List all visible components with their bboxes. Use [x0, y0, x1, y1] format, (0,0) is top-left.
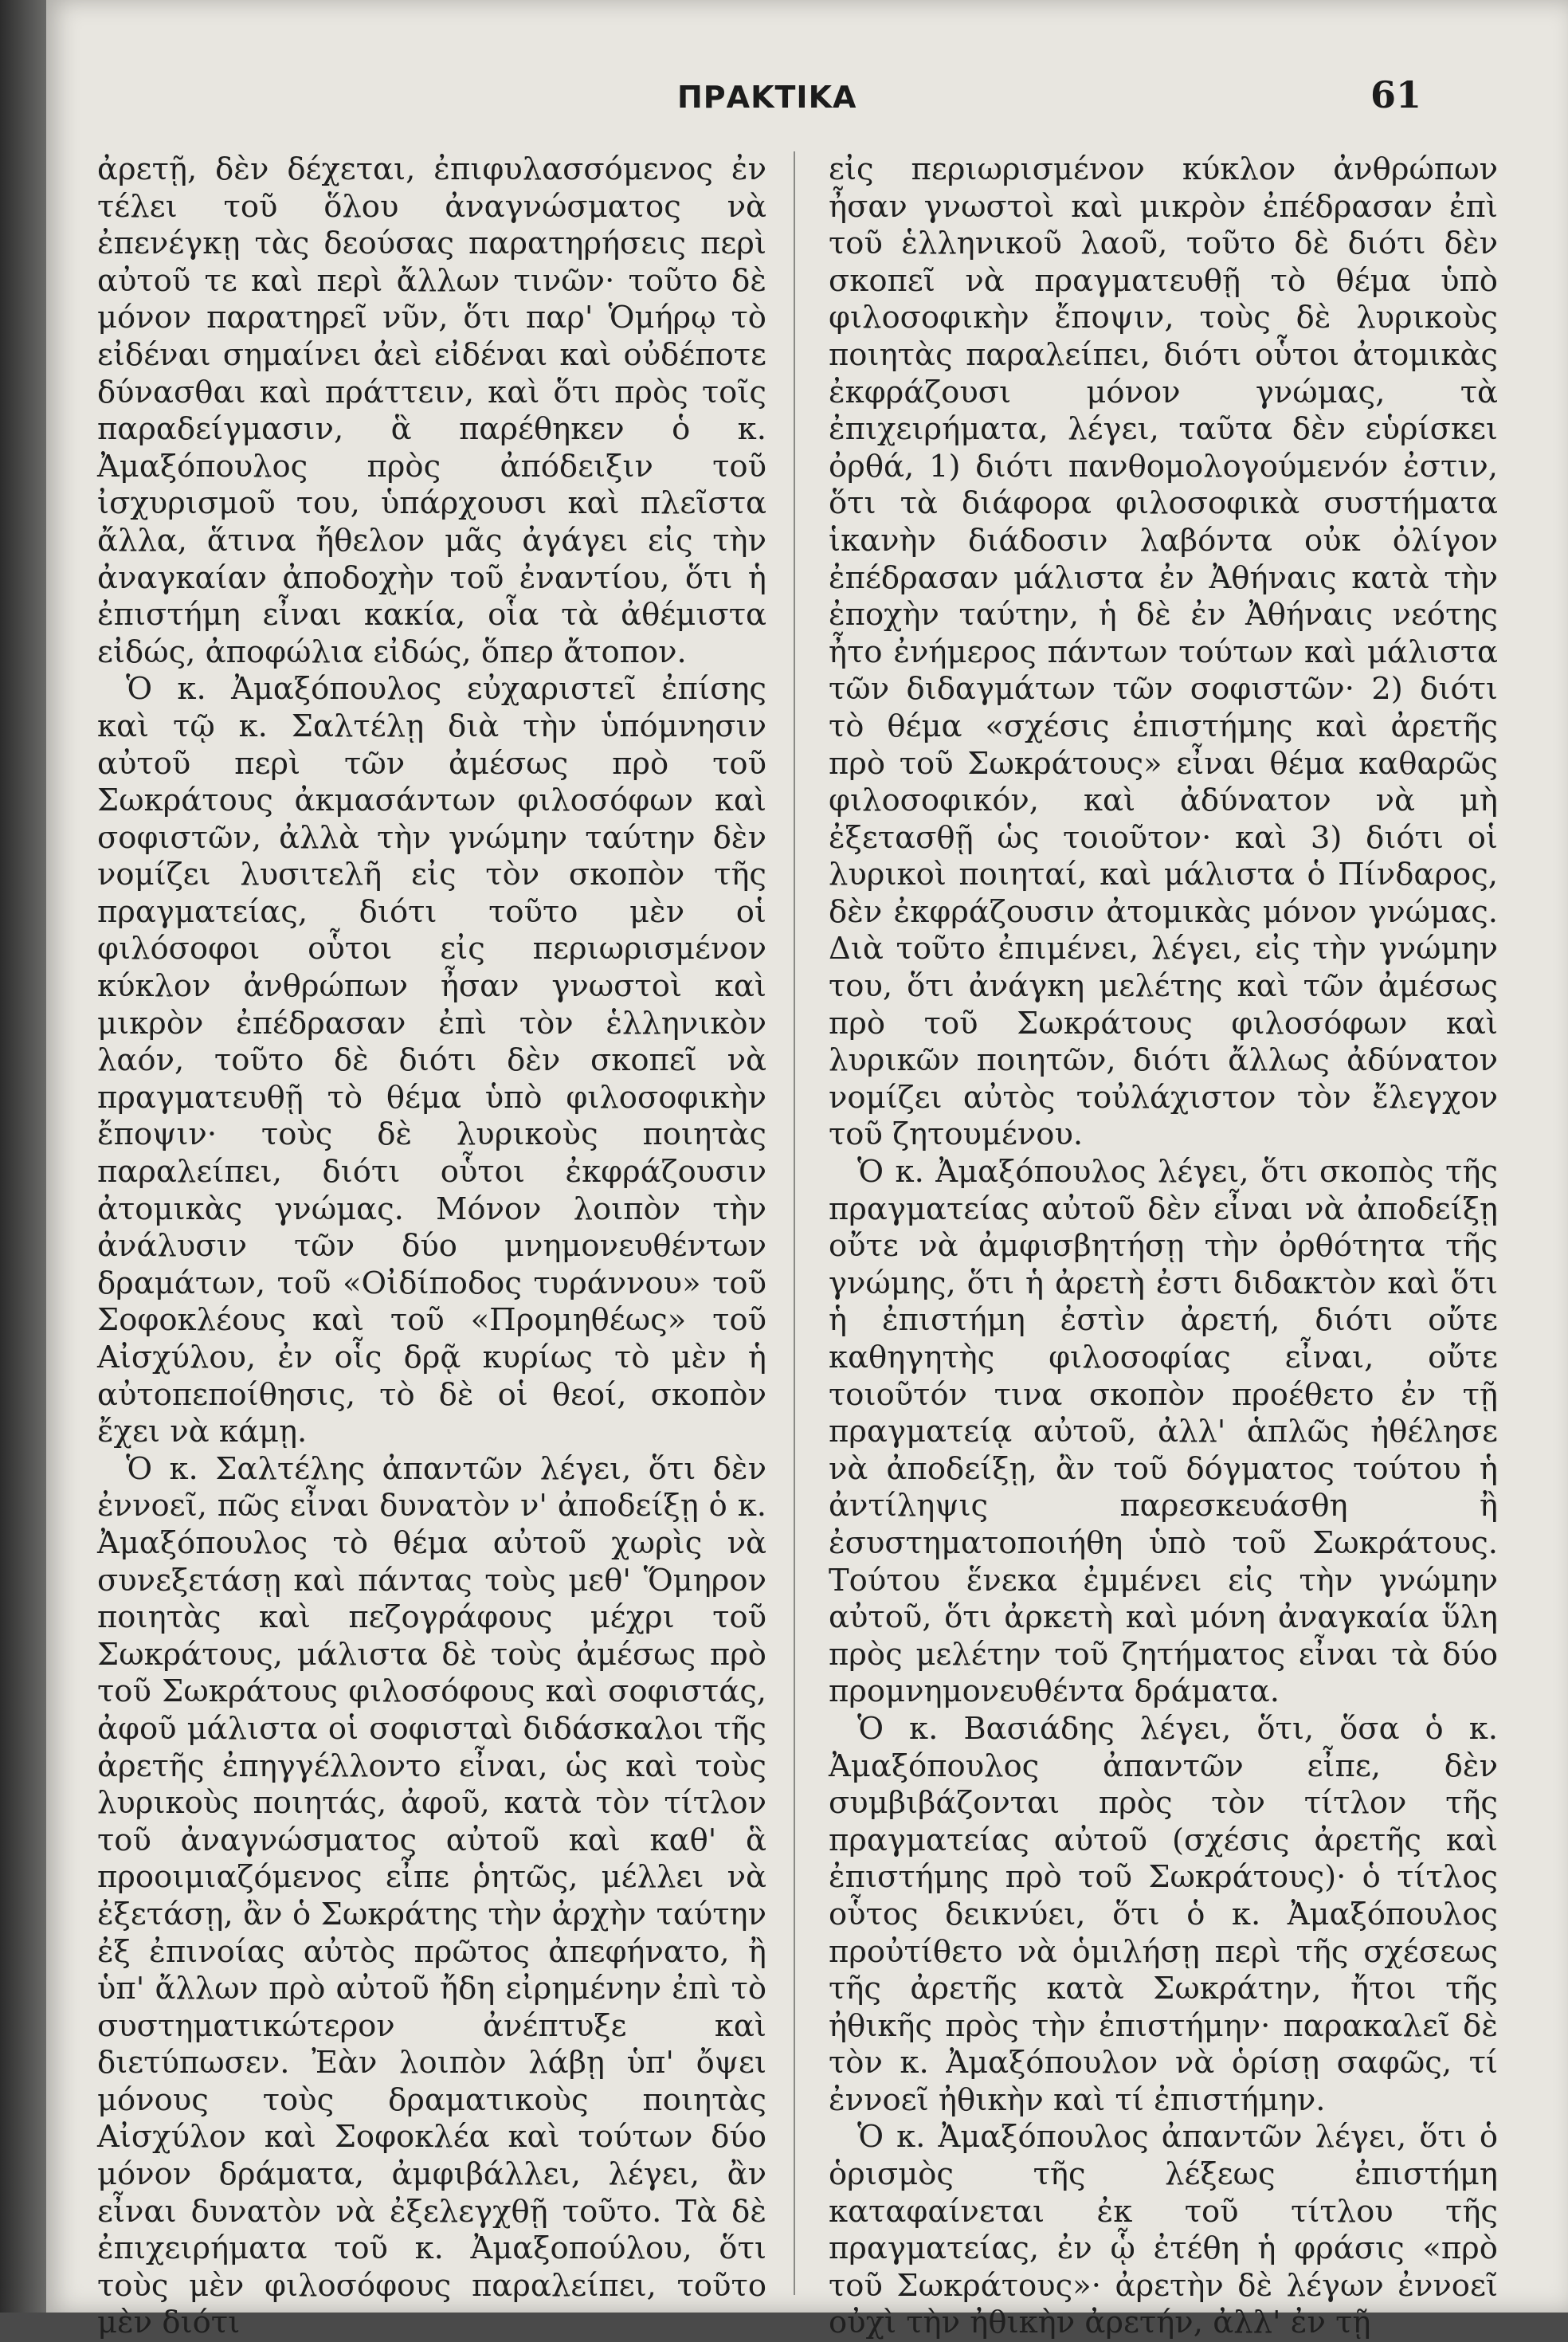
- paragraph: εἰς περιωρισμένον κύκλον ἀνθρώπων ἦσαν γνωστοὶ καὶ μικρὸν ἐπέδρασαν ἐπὶ τοῦ ἑλληνικοῦ λαοῦ, τοῦτο δὲ διότι δὲν σκοπεῖ νὰ πραγματευθῇ τὸ θέμα ὑπὸ φιλοσοφικὴν ἔποψιν, τοὺς δὲ λυρικοὺς ποιητὰς παραλείπει, διότι οὗτοι ἀτομικὰς ἐκφράζουσι μόνον γνώμας, τὰ ἐπιχειρήματα, λέγει, ταῦτα δὲν εὑρίσκει ὀρθά, 1) διότι πανθομολογούμενόν ἐστιν, ὅτι τὰ διάφορα φιλοσοφικὰ συστήματα ἱκανὴν διάδοσιν λαβόντα οὐκ ὀλίγον ἐπέδρασαν μάλιστα ἐν Ἀθήναις κατὰ τὴν ἐποχὴν ταύτην, ἡ δὲ ἐν Ἀθήναις νεότης ἦτο ἐνήμερος πάντων τούτων καὶ μάλιστα τῶν διδαγμάτων τῶν σοφιστῶν· 2) διότι τὸ θέμα «σχέσις ἐπιστήμης καὶ ἀρετῆς πρὸ τοῦ Σωκράτους» εἶναι θέμα καθαρῶς φιλοσοφικόν, καὶ ἀδύνατον νὰ μὴ ἐξετασθῇ ὡς τοιοῦτον· καὶ 3) διότι οἱ λυρικοὶ ποιηταί, καὶ μάλιστα ὁ Πίνδαρος, δὲν ἐκφράζουσιν ἀτομικὰς μόνον γνώμας. Διὰ τοῦτο ἐπιμένει, λέγει, εἰς τὴν γνώμην του, ὅτι ἀνάγκη μελέτης καὶ τῶν ἀμέσως πρὸ τοῦ Σωκράτους φιλοσόφων καὶ λυρικῶν ποιητῶν, διότι ἄλλως ἀδύνατον νομίζει αὐτὸς τοὐλάχιστον τὸν ἔλεγχον τοῦ ζητουμένου.: [829, 151, 1498, 1153]
- page-number: 61: [1370, 73, 1422, 116]
- paragraph: Ὁ κ. Ἀμαξόπουλος εὐχαριστεῖ ἐπίσης καὶ τῷ κ. Σαλτέλῃ διὰ τὴν ὑπόμνησιν αὐτοῦ περὶ τῶν ἀμέσως πρὸ τοῦ Σωκράτους ἀκμασάντων φιλοσόφων καὶ σοφιστῶν, ἀλλὰ τὴν γνώμην ταύτην δὲν νομίζει λυσιτελῆ εἰς τὸν σκοπὸν τῆς πραγματείας, διότι τοῦτο μὲν οἱ φιλόσοφοι οὗτοι εἰς περιωρισμένον κύκλον ἀνθρώπων ἦσαν γνωστοὶ καὶ μικρὸν ἐπέδρασαν ἐπὶ τὸν ἑλληνικὸν λαόν, τοῦτο δὲ διότι δὲν σκοπεῖ νὰ πραγματευθῇ τὸ θέμα ὑπὸ φιλοσοφικὴν ἔποψιν· τοὺς δὲ λυρικοὺς ποιητὰς παραλείπει, διότι οὗτοι ἐκφράζουσιν ἀτομικὰς γνώμας. Μόνον λοιπὸν τὴν ἀνάλυσιν τῶν δύο μνημονευθέντων δραμάτων, τοῦ «Οἰδίποδος τυράννου» τοῦ Σοφοκλέους καὶ τοῦ «Προμηθέως» τοῦ Αἰσχύλου, ἐν οἷς δρᾷ κυρίως τὸ μὲν ἡ αὐτοπεποίθησις, τὸ δὲ οἱ θεοί, σκοπὸν ἔχει νὰ κάμῃ.: [97, 671, 766, 1450]
- paragraph: Ὁ κ. Ἀμαξόπουλος ἀπαντῶν λέγει, ὅτι ὁ ὁρισμὸς τῆς λέξεως ἐπιστήμη καταφαίνεται ἐκ τοῦ τίτλου τῆς πραγματείας, ἐν ᾧ ἐτέθη ἡ φράσις «πρὸ τοῦ Σωκράτους»· ἀρετὴν δὲ λέγων ἐννοεῖ οὐχὶ τὴν ἠθικὴν ἀρετήν, ἀλλ' ἐν τῇ: [829, 2119, 1498, 2341]
- paragraph: ἀρετῇ, δὲν δέχεται, ἐπιφυλασσόμενος ἐν τέλει τοῦ ὅλου ἀναγνώσματος νὰ ἐπενέγκῃ τὰς δεούσας παρατηρήσεις περὶ αὐτοῦ τε καὶ περὶ ἄλλων τινῶν· τοῦτο δὲ μόνον παρατηρεῖ νῦν, ὅτι παρ' Ὁμήρῳ τὸ εἰδέναι σημαίνει ἀεὶ εἰδέναι καὶ οὐδέποτε δύνασθαι καὶ πράττειν, καὶ ὅτι πρὸς τοῖς παραδείγμασιν, ἃ παρέθηκεν ὁ κ. Ἀμαξόπουλος πρὸς ἀπόδειξιν τοῦ ἰσχυρισμοῦ του, ὑπάρχουσι καὶ πλεῖστα ἄλλα, ἅτινα ἤθελον μᾶς ἀγάγει εἰς τὴν ἀναγκαίαν ἀποδοχὴν τοῦ ἐναντίου, ὅτι ἡ ἐπιστήμη εἶναι κακία, οἷα τὰ ἀθέμιστα εἰδώς, ἀποφώλια εἰδώς, ὅπερ ἄτοπον.: [97, 151, 766, 670]
- left-column: [97, 151, 766, 2342]
- book-gutter: [0, 0, 46, 2313]
- page-header: [0, 73, 1568, 127]
- paragraph: Ὁ κ. Βασιάδης λέγει, ὅτι, ὅσα ὁ κ. Ἀμαξόπουλος ἀπαντῶν εἶπε, δὲν συμβιβάζονται πρὸς τὸν τίτλον τῆς πραγματείας αὐτοῦ (σχέσις ἀρετῆς καὶ ἐπιστήμης πρὸ τοῦ Σωκράτους)· ὁ τίτλος οὗτος δεικνύει, ὅτι ὁ κ. Ἀμαξόπουλος προὐτίθετο νὰ ὁμιλήσῃ περὶ τῆς σχέσεως τῆς ἀρετῆς κατὰ Σωκράτην, ἤτοι τῆς ἠθικῆς πρὸς τὴν ἐπιστήμην· παρακαλεῖ δὲ τὸν κ. Ἀμαξόπουλον νὰ ὁρίσῃ σαφῶς, τί ἐννοεῖ ἠθικὴν καὶ τί ἐπιστήμην.: [829, 1710, 1498, 2118]
- running-head: ΠΡΑΚΤΙΚΑ: [677, 80, 857, 115]
- paragraph: Ὁ κ. Σαλτέλης ἀπαντῶν λέγει, ὅτι δὲν ἐννοεῖ, πῶς εἶναι δυνατὸν ν' ἀποδείξῃ ὁ κ. Ἀμαξόπουλος τὸ θέμα αὐτοῦ χωρὶς νὰ συνεξετάσῃ καὶ πάντας τοὺς μεθ' Ὅμηρον ποιητὰς καὶ πεζογράφους μέχρι τοῦ Σωκράτους, μάλιστα δὲ τοὺς ἀμέσως πρὸ τοῦ Σωκράτους φιλοσόφους καὶ σοφιστάς, ἀφοῦ μάλιστα οἱ σοφισταὶ διδάσκαλοι τῆς ἀρετῆς ἐπηγγέλλοντο εἶναι, ὡς καὶ τοὺς λυρικοὺς ποιητάς, ἀφοῦ, κατὰ τὸν τίτλον τοῦ ἀναγνώσματος αὐτοῦ καὶ καθ' ἃ προοιμιαζόμενος εἶπε ῥητῶς, μέλλει νὰ ἐξετάσῃ, ἂν ὁ Σωκράτης τὴν ἀρχὴν ταύτην ἐξ ἐπινοίας αὐτὸς πρῶτος ἀπεφήνατο, ἢ ὑπ' ἄλλων πρὸ αὐτοῦ ἤδη εἰρημένην ἐπὶ τὸ συστηματικώτερον ἀνέπτυξε καὶ διετύπωσεν. Ἐὰν λοιπὸν λάβῃ ὑπ' ὄψει μόνους τοὺς δραματικοὺς ποιητὰς Αἰσχύλον καὶ Σοφοκλέα καὶ τούτων δύο μόνον δράματα, ἀμφιβάλλει, λέγει, ἂν εἶναι δυνατὸν νὰ ἐξελεγχθῇ τοῦτο. Τὰ δὲ ἐπιχειρήματα τοῦ κ. Ἀμαξοπούλου, ὅτι τοὺς μὲν φιλοσόφους παραλείπει, τοῦτο μὲν διότι: [97, 1450, 766, 2341]
- right-column: [829, 151, 1498, 2342]
- column-divider: [794, 151, 795, 2295]
- paragraph: Ὁ κ. Ἀμαξόπουλος λέγει, ὅτι σκοπὸς τῆς πραγματείας αὐτοῦ δὲν εἶναι νὰ ἀποδείξῃ οὔτε νὰ ἀμφισβητήσῃ τὴν ὀρθότητα τῆς γνώμης, ὅτι ἡ ἀρετὴ ἐστι διδακτὸν καὶ ὅτι ἡ ἐπιστήμη ἐστὶν ἀρετή, διότι οὔτε καθηγητὴς φιλοσοφίας εἶναι, οὔτε τοιοῦτόν τινα σκοπὸν προέθετο ἐν τῇ πραγματείᾳ αὐτοῦ, ἀλλ' ἁπλῶς ἠθέλησε νὰ ἀποδείξῃ, ἂν τοῦ δόγματος τούτου ἡ ἀντίληψις παρεσκευάσθη ἢ ἐσυστηματοποιήθη ὑπὸ τοῦ Σωκράτους. Τούτου ἕνεκα ἐμμένει εἰς τὴν γνώμην αὐτοῦ, ὅτι ἀρκετὴ καὶ μόνη ἀναγκαία ὕλη πρὸς μελέτην τοῦ ζητήματος εἶναι τὰ δύο προμνημονευθέντα δράματα.: [829, 1154, 1498, 1710]
